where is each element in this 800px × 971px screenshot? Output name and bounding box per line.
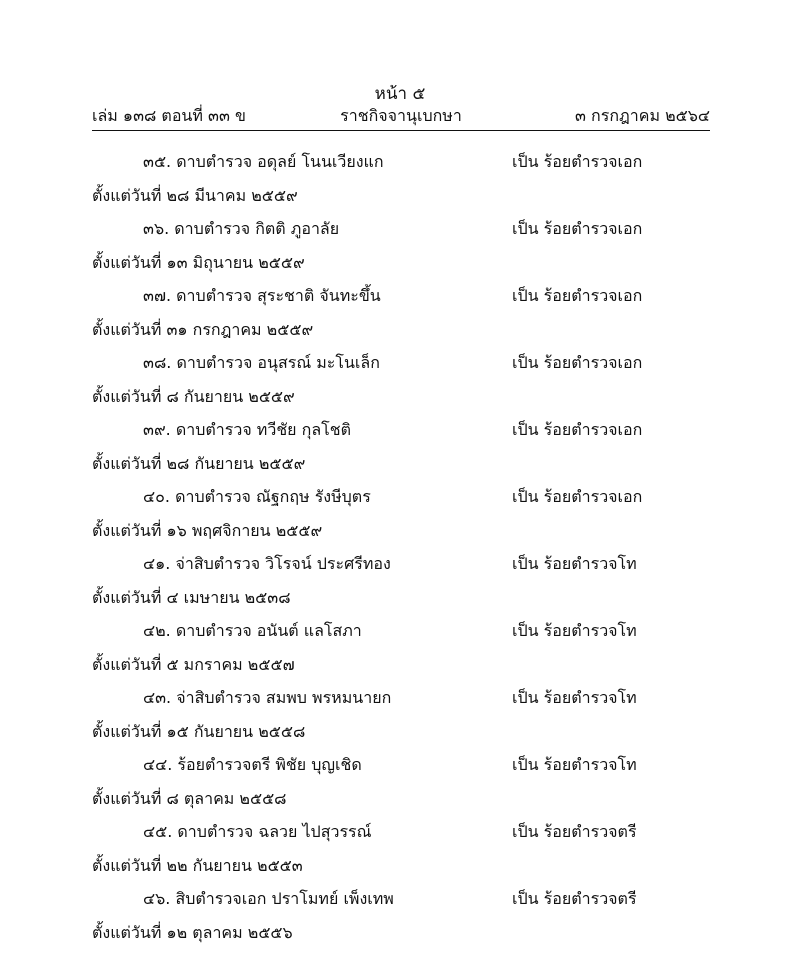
list-item bbox=[0, 418, 800, 485]
entry-name: จ่าสิบตำรวจ สมพบ พรหมนายก bbox=[176, 688, 392, 707]
entry-number: ๔๑. bbox=[143, 554, 171, 573]
entry-person bbox=[143, 150, 384, 175]
entry-effective-date: ตั้งแต่วันที่ ๑๓ มิถุนายน ๒๕๕๙ bbox=[92, 253, 305, 272]
entry-number: ๔๔. bbox=[143, 755, 173, 774]
entry-effective-date: ตั้งแต่วันที่ ๒๒ กันยายน ๒๕๕๓ bbox=[92, 856, 303, 875]
entry-name: ดาบตำรวจ กิตติ ภูอาลัย bbox=[174, 219, 340, 238]
entry-number: ๓๗. bbox=[143, 286, 172, 305]
list-item bbox=[0, 217, 800, 284]
entry-person bbox=[143, 351, 380, 376]
entry-effective-date: ตั้งแต่วันที่ ๘ กันยายน ๒๕๕๙ bbox=[92, 387, 295, 406]
list-item bbox=[0, 485, 800, 552]
entry-person bbox=[143, 619, 362, 644]
entry-person bbox=[143, 753, 362, 778]
entry-effective-date: ตั้งแต่วันที่ ๒๘ กันยายน ๒๕๕๙ bbox=[92, 454, 306, 473]
entry-effective-date: ตั้งแต่วันที่ ๑๕ กันยายน ๒๕๕๘ bbox=[92, 722, 306, 741]
entry-name: ดาบตำรวจ ฉลวย ไปสุวรรณ์ bbox=[177, 822, 372, 841]
entry-name: ดาบตำรวจ อดุลย์ โนนเวียงแก bbox=[176, 152, 384, 171]
entry-name: ดาบตำรวจ ณัฐกฤษ รังษีบุตร bbox=[175, 487, 371, 506]
list-item bbox=[0, 820, 800, 887]
list-item bbox=[0, 284, 800, 351]
entry-rank: เป็น ร้อยตำรวจเอก bbox=[512, 286, 643, 305]
list-item bbox=[0, 552, 800, 619]
entry-person bbox=[143, 887, 394, 912]
appointment-list bbox=[0, 150, 800, 954]
publication-title: ราชกิจจานุเบกษา bbox=[340, 106, 462, 125]
entry-number: ๓๙. bbox=[143, 420, 171, 439]
entry-effective-date: ตั้งแต่วันที่ ๒๘ มีนาคม ๒๕๕๙ bbox=[92, 186, 298, 205]
entry-number: ๔๒. bbox=[143, 621, 171, 640]
entry-person bbox=[143, 686, 391, 711]
page-number: หน้า ๕ bbox=[374, 84, 426, 104]
entry-effective-date: ตั้งแต่วันที่ ๔ เมษายน ๒๕๓๘ bbox=[92, 588, 291, 607]
entry-name: ดาบตำรวจ อนันต์ แลโสภา bbox=[175, 621, 362, 640]
entry-rank: เป็น ร้อยตำรวจโท bbox=[512, 621, 637, 640]
entry-person bbox=[143, 552, 391, 577]
entry-effective-date: ตั้งแต่วันที่ ๕ มกราคม ๒๕๕๗ bbox=[92, 655, 295, 674]
entry-effective-date: ตั้งแต่วันที่ ๑๒ ตุลาคม ๒๕๕๖ bbox=[92, 923, 293, 942]
entry-person bbox=[143, 485, 371, 510]
entry-name: ดาบตำรวจ สุระชาติ จันทะขึ้น bbox=[176, 286, 381, 305]
entry-rank: เป็น ร้อยตำรวจเอก bbox=[512, 219, 643, 238]
entry-effective-date: ตั้งแต่วันที่ ๘ ตุลาคม ๒๕๕๘ bbox=[92, 789, 287, 808]
list-item bbox=[0, 686, 800, 753]
entry-person bbox=[143, 217, 339, 242]
entry-person bbox=[143, 284, 381, 309]
entry-number: ๓๖. bbox=[143, 219, 170, 238]
entry-effective-date: ตั้งแต่วันที่ ๓๑ กรกฎาคม ๒๕๕๙ bbox=[92, 320, 314, 339]
entry-number: ๔๕. bbox=[143, 822, 173, 841]
entry-number: ๔๐. bbox=[143, 487, 170, 506]
entry-rank: เป็น ร้อยตำรวจโท bbox=[512, 688, 637, 707]
entry-effective-date: ตั้งแต่วันที่ ๑๖ พฤศจิกายน ๒๕๕๙ bbox=[92, 521, 323, 540]
entry-rank: เป็น ร้อยตำรวจตรี bbox=[512, 822, 637, 841]
entry-number: ๓๕. bbox=[143, 152, 172, 171]
entry-person bbox=[143, 820, 371, 845]
volume-issue: เล่ม ๑๓๘ ตอนที่ ๓๓ ข bbox=[92, 106, 246, 125]
list-item bbox=[0, 619, 800, 686]
entry-name: ดาบตำรวจ ทวีชัย กุลโชติ bbox=[175, 420, 351, 439]
document-header bbox=[92, 104, 710, 131]
entry-rank: เป็น ร้อยตำรวจเอก bbox=[512, 487, 643, 506]
entry-rank: เป็น ร้อยตำรวจเอก bbox=[512, 152, 643, 171]
entry-rank: เป็น ร้อยตำรวจตรี bbox=[512, 889, 637, 908]
entry-rank: เป็น ร้อยตำรวจเอก bbox=[512, 353, 643, 372]
entry-name: ร้อยตำรวจตรี พิชัย บุญเชิด bbox=[177, 755, 362, 774]
list-item bbox=[0, 753, 800, 820]
entry-number: ๓๘. bbox=[143, 353, 172, 372]
entry-name: สิบตำรวจเอก ปราโมทย์ เพ็งเทพ bbox=[175, 889, 394, 908]
entry-number: ๔๓. bbox=[143, 688, 172, 707]
entry-rank: เป็น ร้อยตำรวจโท bbox=[512, 554, 637, 573]
entry-name: จ่าสิบตำรวจ วิโรจน์ ประศรีทอง bbox=[175, 554, 391, 573]
entry-name: ดาบตำรวจ อนุสรณ์ มะโนเล็ก bbox=[176, 353, 380, 372]
entry-rank: เป็น ร้อยตำรวจโท bbox=[512, 755, 637, 774]
entry-person bbox=[143, 418, 351, 443]
list-item bbox=[0, 150, 800, 217]
entry-rank: เป็น ร้อยตำรวจเอก bbox=[512, 420, 643, 439]
list-item bbox=[0, 351, 800, 418]
list-item bbox=[0, 887, 800, 954]
entry-number: ๔๖. bbox=[143, 889, 171, 908]
publication-date: ๓ กรกฎาคม ๒๕๖๔ bbox=[575, 106, 710, 125]
